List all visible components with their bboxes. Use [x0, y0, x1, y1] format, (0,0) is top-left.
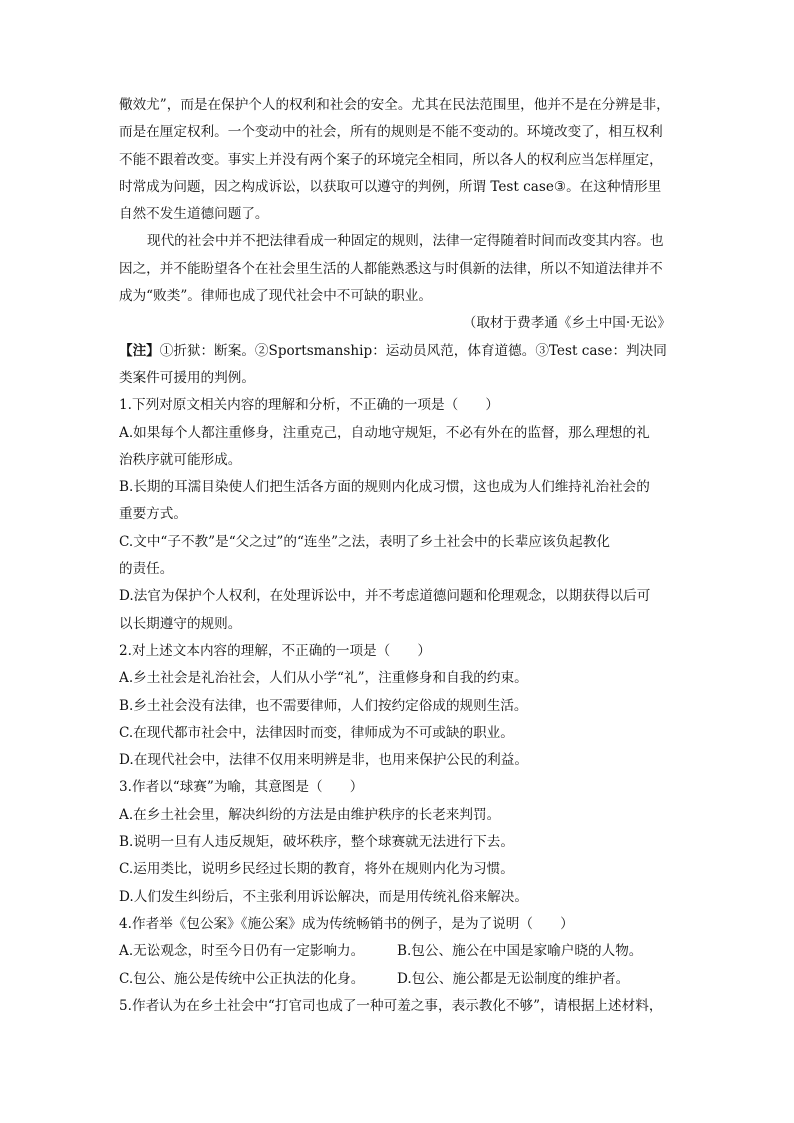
- question-1-option-c-cont: 的责任。: [119, 561, 174, 578]
- passage-line: 现代的社会中并不把法律看成一种固定的规则，法律一定得随着时间而改变其内容。也: [147, 233, 664, 250]
- question-4-option-a: A.无讼观念，时至今日仍有一定影响力。: [119, 943, 365, 960]
- question-4-options-row-1: [119, 938, 679, 965]
- question-4-option-d: D.包公、施公都是无讼制度的维护者。: [397, 970, 630, 987]
- question-1-option-d-cont: 以长期遵守的规则。: [119, 615, 242, 632]
- source-citation: （取材于费孝通《乡土中国·无讼》: [462, 315, 671, 332]
- passage-line: 而是在厘定权利。一个变动中的社会，所有的规则是不能不变动的。环境改变了，相互权利: [119, 124, 663, 141]
- question-1-option-d: D.法官为保护个人权利，在处理诉讼中，并不考虑道德问题和伦理观念，以期获得以后可: [119, 588, 651, 605]
- question-2-stem: 2.对上述文本内容的理解，不正确的一项是（ ）: [119, 642, 432, 659]
- footnote-label: 【注】: [119, 342, 160, 359]
- question-1-option-b-cont: 重要方式。: [119, 506, 187, 523]
- footnote-continued: 类案件可援用的判例。: [119, 369, 255, 386]
- passage-line: 自然不发生道德问题了。: [119, 206, 269, 223]
- question-3-stem: 3.作者以“球赛”为喻，其意图是（ ）: [119, 779, 364, 796]
- question-3-option-a: A.在乡土社会里，解决纠纷的方法是由维护秩序的长老来判罚。: [119, 806, 501, 823]
- question-2-option-c: C.在现代都市社会中，法律因时而变，律师成为不可或缺的职业。: [119, 724, 514, 741]
- question-3-option-c: C.运用类比，说明乡民经过长期的教育，将外在规则内化为习惯。: [119, 861, 514, 878]
- question-1-option-a: A.如果每个人都注重修身，注重克己，自动地守规矩，不必有外在的监督，那么理想的礼: [119, 424, 650, 441]
- question-2-option-d: D.在现代社会中，法律不仅用来明辨是非，也用来保护公民的利益。: [119, 752, 528, 769]
- footnote: [119, 338, 679, 365]
- passage-line: 儆效尤”，而是在保护个人的权利和社会的安全。尤其在民法范围里，他并不是在分辨是非，: [119, 97, 670, 113]
- question-4-option-c: C.包公、施公是传统中公正执法的化身。: [119, 970, 365, 987]
- question-1-option-a-cont: 治秩序就可能形成。: [119, 451, 242, 468]
- question-3-option-b: B.说明一旦有人违反规矩，破坏秩序，整个球赛就无法进行下去。: [119, 834, 514, 851]
- question-5-stem: 5.作者认为在乡土社会中“打官司也成了一种可羞之事，表示教化不够”，请根据上述材料，: [119, 997, 663, 1014]
- question-4-stem: 4.作者举《包公案》《施公案》成为传统畅销书的例子，是为了说明（ ）: [119, 915, 574, 932]
- question-2-option-b: B.乡土社会没有法律，也不需要律师，人们按约定俗成的规则生活。: [119, 697, 528, 714]
- question-3-option-d: D.人们发生纠纷后，不主张利用诉讼解决，而是用传统礼俗来解决。: [119, 888, 528, 905]
- footnote-text: ①折狱：断案。②Sportsmanship：运动员风范，体育道德。③Test case：判决同: [159, 342, 667, 359]
- passage-line: 成为“败类”。律师也成了现代社会中不可缺的职业。: [119, 288, 432, 305]
- question-4-options-row-2: [119, 966, 679, 993]
- question-1-stem: 1.下列对原文相关内容的理解和分析，不正确的一项是（ ）: [119, 397, 499, 414]
- passage-line: 时常成为问题，因之构成诉讼，以获取可以遵守的判例，所谓 Test case③。在这种情形里: [119, 178, 662, 195]
- question-2-option-a: A.乡土社会是礼治社会，人们从小学“礼”，注重修身和自我的约束。: [119, 670, 528, 687]
- question-1-option-c: C.文中“子不教”是“父之过”的“连坐”之法，表明了乡土社会中的长辈应该负起教化: [119, 533, 610, 550]
- passage-line: 不能不跟着改变。事实上并没有两个案子的环境完全相同，所以各人的权利应当怎样厘定，: [119, 151, 663, 168]
- question-4-option-b: B.包公、施公在中国是家喻户晓的人物。: [397, 943, 643, 960]
- document-page: [119, 92, 679, 1020]
- question-1-option-b: B.长期的耳濡目染使人们把生活各方面的规则内化成习惯，这也成为人们维持礼治社会的: [119, 479, 650, 496]
- passage-line: 因之，并不能盼望各个在社会里生活的人都能熟悉这与时俱新的法律，所以不知道法律并不: [119, 260, 663, 277]
